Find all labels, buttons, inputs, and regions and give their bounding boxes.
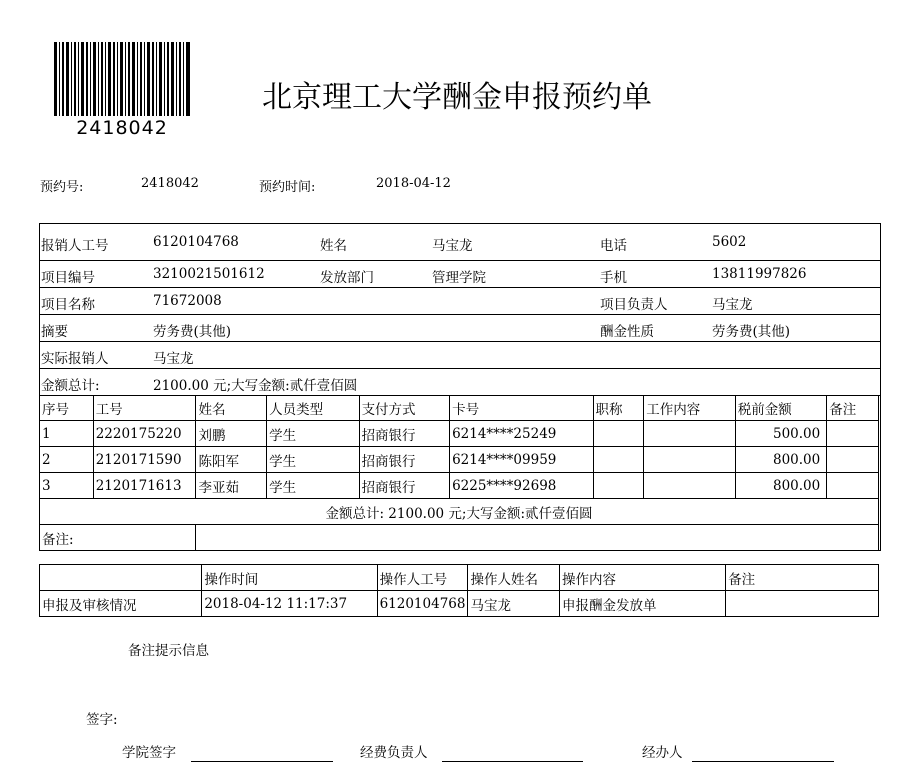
college-sign-line — [191, 760, 333, 762]
table-cell: 3 — [40, 473, 94, 499]
table-cell: 学生 — [267, 447, 359, 473]
table-cell: 刘鹏 — [196, 421, 267, 447]
handler-sign-label: 经办人 — [642, 745, 683, 761]
col-header: 人员类型 — [267, 396, 359, 421]
summary-label: 摘要 — [41, 324, 68, 340]
table-cell: 2120171590 — [93, 447, 196, 473]
col-header: 税前金额 — [735, 396, 827, 421]
table-cell — [827, 447, 879, 473]
reporter-id-value: 6120104768 — [153, 234, 239, 250]
mobile-label: 手机 — [600, 270, 627, 286]
table-cell: 6214****09959 — [450, 447, 593, 473]
signature-label: 签字: — [86, 712, 118, 728]
table-cell — [593, 421, 644, 447]
table-cell — [726, 591, 879, 617]
col-header — [40, 565, 202, 591]
actual-reporter-value: 马宝龙 — [153, 351, 194, 367]
note-text: 备注提示信息 — [128, 643, 209, 659]
table-row — [40, 591, 879, 617]
sum-text: 金额总计: 2100.00 元;大写金额:贰仟壹佰圆 — [40, 499, 879, 525]
nature-value: 劳务费(其他) — [712, 324, 791, 340]
leader-label: 项目负责人 — [600, 297, 668, 313]
handler-sign-line — [692, 760, 834, 762]
table-cell — [644, 421, 736, 447]
name-label: 姓名 — [320, 238, 347, 254]
table-cell: 申报及审核情况 — [40, 591, 202, 617]
col-header: 操作内容 — [559, 565, 725, 591]
order-time-value: 2018-04-12 — [376, 176, 451, 191]
table-cell: 陈阳军 — [196, 447, 267, 473]
table-cell — [827, 421, 879, 447]
col-header: 操作人工号 — [377, 565, 468, 591]
table-cell — [593, 473, 644, 499]
project-name-value: 71672008 — [153, 293, 222, 309]
sum-row — [40, 499, 879, 525]
page-title: 北京理工大学酬金申报预约单 — [262, 80, 652, 115]
table-cell: 800.00 — [735, 447, 827, 473]
name-value: 马宝龙 — [432, 238, 473, 254]
col-header: 备注 — [827, 396, 879, 421]
college-sign-label: 学院签字 — [122, 745, 176, 761]
operations-table — [39, 564, 879, 617]
col-header: 序号 — [40, 396, 94, 421]
info-row — [40, 342, 880, 369]
remark-label: 备注: — [40, 525, 196, 551]
col-header: 职称 — [593, 396, 644, 421]
order-no-label: 预约号: — [40, 180, 84, 195]
summary-value: 劳务费(其他) — [153, 324, 232, 340]
table-cell: 2 — [40, 447, 94, 473]
mobile-value: 13811997826 — [712, 266, 807, 282]
table-cell: 马宝龙 — [468, 591, 559, 617]
info-row — [40, 288, 880, 315]
table-cell: 招商银行 — [359, 447, 450, 473]
remark-value — [196, 525, 879, 551]
info-row — [40, 224, 880, 261]
reporter-id-label: 报销人工号 — [41, 238, 109, 254]
info-row — [40, 369, 880, 396]
items-wrapper — [40, 395, 880, 551]
leader-value: 马宝龙 — [712, 297, 753, 313]
table-cell: 申报酬金发放单 — [559, 591, 725, 617]
col-header: 工号 — [93, 396, 196, 421]
finance-sign-line — [442, 760, 583, 762]
table-row — [40, 473, 879, 499]
items-table — [39, 395, 879, 551]
table-cell: 学生 — [267, 473, 359, 499]
table-cell: 500.00 — [735, 421, 827, 447]
table-cell: 学生 — [267, 421, 359, 447]
project-name-label: 项目名称 — [41, 297, 95, 313]
table-cell: 800.00 — [735, 473, 827, 499]
info-row — [40, 315, 880, 342]
table-cell — [593, 447, 644, 473]
items-header-row — [40, 396, 879, 421]
table-cell: 6214****25249 — [450, 421, 593, 447]
info-row — [40, 261, 880, 288]
col-header: 操作人姓名 — [468, 565, 559, 591]
table-cell: 招商银行 — [359, 473, 450, 499]
table-cell: 2120171613 — [93, 473, 196, 499]
col-header: 姓名 — [196, 396, 267, 421]
table-row — [40, 447, 879, 473]
table-cell: 6225****92698 — [450, 473, 593, 499]
table-cell: 李亚茹 — [196, 473, 267, 499]
table-row — [40, 421, 879, 447]
barcode-icon — [54, 42, 190, 116]
table-cell: 2220175220 — [93, 421, 196, 447]
phone-value: 5602 — [712, 234, 747, 250]
table-cell: 6120104768 — [377, 591, 468, 617]
project-no-label: 项目编号 — [41, 270, 95, 286]
table-cell: 1 — [40, 421, 94, 447]
col-header: 卡号 — [450, 396, 593, 421]
table-cell: 2018-04-12 11:17:37 — [202, 591, 377, 617]
project-no-value: 3210021501612 — [153, 266, 265, 282]
table-cell: 招商银行 — [359, 421, 450, 447]
ops-header-row — [40, 565, 879, 591]
total-value: 2100.00 元;大写金额:贰仟壹佰圆 — [153, 378, 358, 394]
barcode-number: 2418042 — [76, 117, 168, 139]
remark-row — [40, 525, 879, 551]
order-no-value: 2418042 — [141, 176, 199, 191]
finance-sign-label: 经费负责人 — [360, 745, 428, 761]
col-header: 备注 — [726, 565, 879, 591]
table-cell — [644, 473, 736, 499]
col-header: 操作时间 — [202, 565, 377, 591]
info-block — [39, 223, 881, 551]
dept-value: 管理学院 — [432, 270, 486, 286]
col-header: 工作内容 — [644, 396, 736, 421]
table-cell — [827, 473, 879, 499]
col-header: 支付方式 — [359, 396, 450, 421]
order-time-label: 预约时间: — [259, 180, 316, 195]
total-label: 金额总计: — [41, 378, 100, 394]
dept-label: 发放部门 — [320, 270, 374, 286]
phone-label: 电话 — [600, 238, 627, 254]
table-cell — [644, 447, 736, 473]
nature-label: 酬金性质 — [600, 324, 654, 340]
actual-reporter-label: 实际报销人 — [41, 351, 109, 367]
